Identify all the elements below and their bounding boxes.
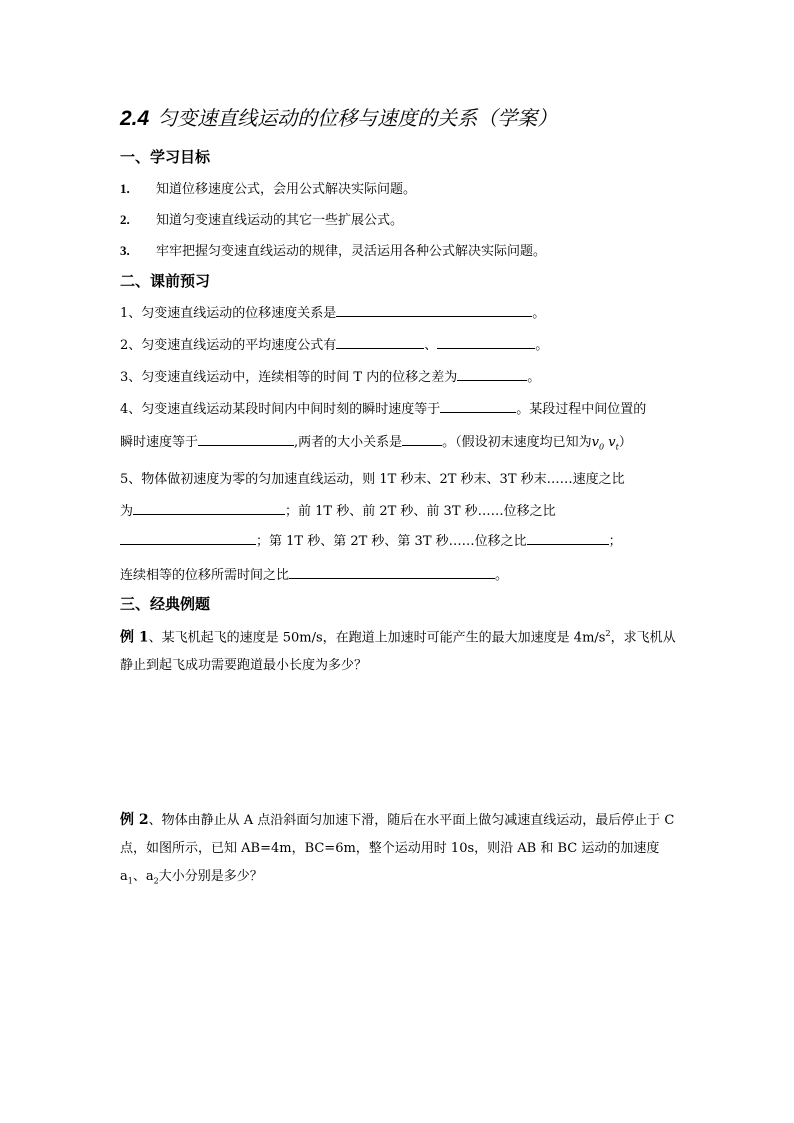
question-end: 。 <box>495 568 509 583</box>
title-text: 匀变速直线运动的位移与速度的关系（学案） <box>157 106 558 130</box>
initial-velocity-symbol: $v_0$ <box>591 435 605 452</box>
answer-blank[interactable] <box>527 532 609 545</box>
goal-number: 3. <box>120 243 130 258</box>
question-text: ；第 1T 秒、第 2T 秒、第 3T 秒……位移之比 <box>256 534 527 549</box>
goal-number: 1. <box>120 181 130 196</box>
question-separator: 、 <box>424 338 438 353</box>
preview-question-2 <box>120 334 548 353</box>
answer-blank[interactable] <box>336 336 424 349</box>
example-2 <box>120 806 676 896</box>
preview-question-5-line1 <box>120 468 625 487</box>
title-number: 2.4 <box>120 107 150 130</box>
final-velocity-symbol: $v_t$ <box>608 435 619 452</box>
answer-blank[interactable] <box>457 368 527 381</box>
goal-text: 牢牢把握匀变速直线运动的规律，灵活运用各种公式解决实际问题。 <box>156 244 547 259</box>
goal-item <box>120 209 403 228</box>
question-text: 为 <box>120 504 134 519</box>
preview-question-5-line4 <box>120 564 508 583</box>
preview-question-4-line1 <box>120 398 646 417</box>
example-text: 大小分别是多少？ <box>158 869 263 884</box>
goal-item <box>120 240 546 259</box>
answer-blank[interactable] <box>440 400 516 413</box>
preview-question-1 <box>120 302 545 321</box>
section-heading-goals: 一、学习目标 <box>120 148 211 166</box>
question-end: 。 <box>535 338 549 353</box>
example-text: 、a <box>132 869 154 884</box>
example-text: 、物体由静止从 A 点沿斜面匀加速下滑，随后在水平面上做匀减速直线运动，最后停止于 C 点，如图所示，已知 AB=4m，BC=6m，整个运动用时 10s，则沿 AB 和 BC 运动的加速度 a <box>120 813 675 884</box>
question-text: ；前 1T 秒、前 2T 秒、前 3T 秒……位移之比 <box>285 504 556 519</box>
preview-question-5-line3 <box>120 530 622 549</box>
question-end: ） <box>618 435 632 450</box>
subscript: 1 <box>127 876 133 886</box>
example-text: 、某飞机起飞的速度是 50m/s，在跑道上加速时可能产生的最大加速度是 4m/s <box>148 630 606 646</box>
answer-blank[interactable] <box>336 304 532 317</box>
answer-blank[interactable] <box>437 336 535 349</box>
section-heading-preview: 二、课前预习 <box>120 272 211 290</box>
question-text: 瞬时速度等于 <box>120 435 199 450</box>
question-text: 2、匀变速直线运动的平均速度公式有 <box>120 338 337 353</box>
superscript: 2 <box>605 629 611 638</box>
goal-text: 知道位移速度公式，会用公式解决实际问题。 <box>156 182 417 197</box>
answer-blank[interactable] <box>120 532 256 545</box>
example-text: ，求飞机从静止到起飞成功需要跑道最小长度为多少？ <box>120 630 676 674</box>
answer-blank[interactable] <box>133 502 285 515</box>
question-text: 连续相等的位移所需时间之比 <box>120 568 290 583</box>
question-end: 。 <box>527 370 541 385</box>
question-text: ,两者的大小关系是 <box>294 435 403 450</box>
preview-question-3 <box>120 366 540 385</box>
question-text: 。某段过程中间位置的 <box>516 402 647 417</box>
answer-blank[interactable] <box>402 433 442 446</box>
example-label: 例 2 <box>120 812 149 828</box>
question-end: 。 <box>532 306 546 321</box>
answer-blank[interactable] <box>289 566 495 579</box>
section-heading-examples: 三、经典例题 <box>120 595 211 613</box>
goal-item <box>120 178 416 197</box>
question-text: 5、物体做初速度为零的匀加速直线运动，则 1T 秒末、2T 秒末、3T 秒末……速度之比 <box>120 472 625 487</box>
preview-question-4-line2 <box>120 431 632 452</box>
subscript: 2 <box>153 876 159 886</box>
page-title <box>120 102 680 131</box>
goal-number: 2. <box>120 212 130 227</box>
question-end: ； <box>608 534 622 549</box>
preview-question-5-line2 <box>120 500 556 519</box>
question-text: 。（假设初末速度均已知为 <box>442 435 592 450</box>
example-1 <box>120 620 676 680</box>
question-text: 1、匀变速直线运动的位移速度关系是 <box>120 306 337 321</box>
example-label: 例 1 <box>120 629 149 646</box>
answer-blank[interactable] <box>198 433 294 446</box>
question-text: 4、匀变速直线运动某段时间内中间时刻的瞬时速度等于 <box>120 402 441 417</box>
question-text: 3、匀变速直线运动中，连续相等的时间 T 内的位移之差为 <box>120 370 458 385</box>
goal-text: 知道匀变速直线运动的其它一些扩展公式。 <box>156 213 404 228</box>
